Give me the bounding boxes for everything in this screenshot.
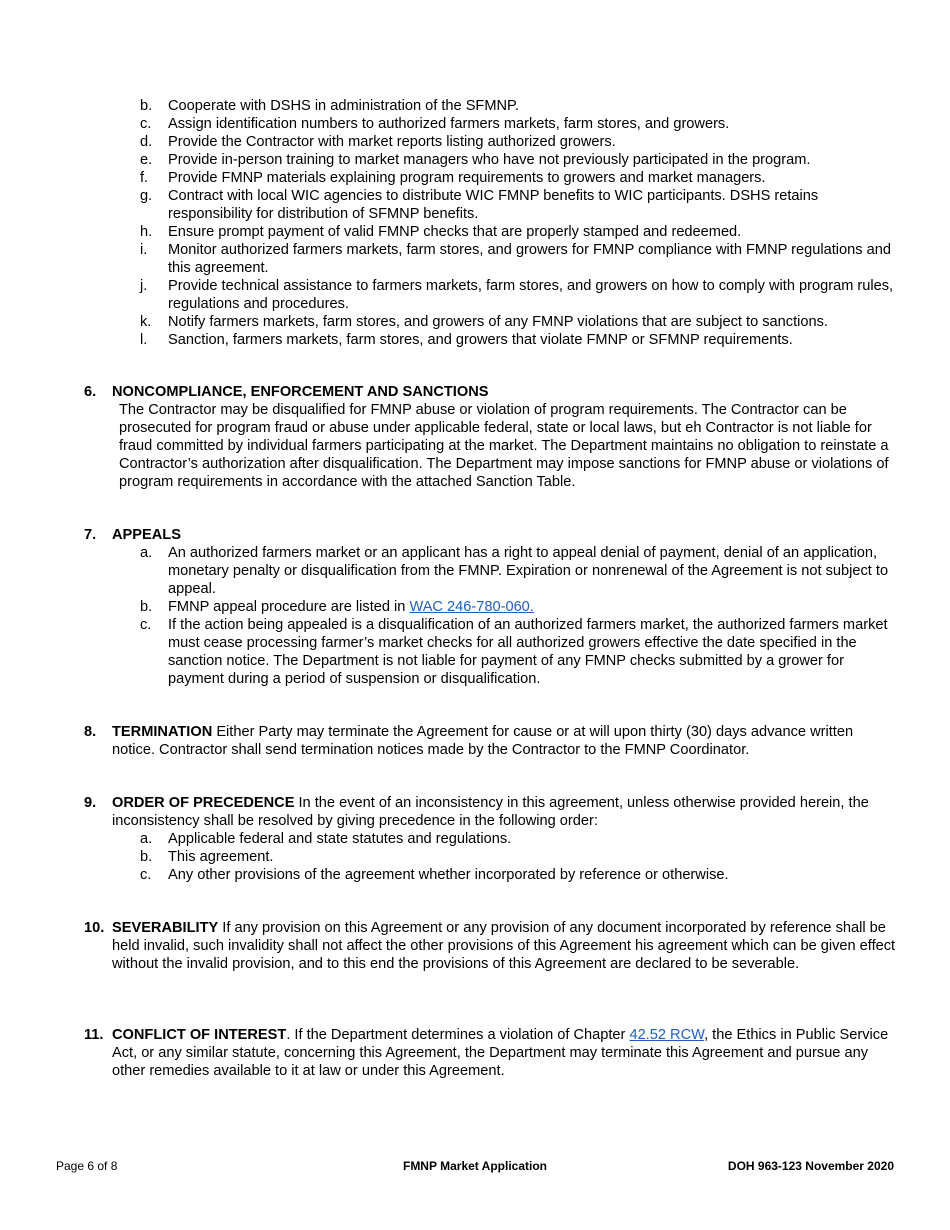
section-heading: NONCOMPLIANCE, ENFORCEMENT AND SANCTIONS — [112, 384, 489, 400]
section-6 — [84, 383, 900, 491]
section-heading: APPEALS — [112, 527, 181, 543]
section-text: Either Party may terminate the Agreement for cause or at will upon thirty (30) days advance written notice. Contractor shall send termination notices made by the Contractor to the FMNP Coordinator. — [112, 724, 854, 758]
list-marker: d. — [140, 134, 153, 150]
section-number: 10. — [84, 920, 105, 936]
list-item — [0, 169, 950, 187]
list-marker: b. — [140, 599, 153, 615]
list-item-text: An authorized farmers market or an applicant has a right to appeal denial of payment, denial of an application, monetary penalty or disqualification from the FMNP. Expiration or nonrenewal of the Agreement is not subject to appeal. — [168, 545, 889, 597]
list-item — [0, 151, 950, 169]
section-heading: CONFLICT OF INTEREST — [112, 1027, 287, 1043]
page-footer — [56, 1158, 894, 1174]
list-item — [0, 544, 950, 598]
list-item-text: Cooperate with DSHS in administration of the SFMNP. — [168, 98, 519, 114]
list-item-text: Any other provisions of the agreement whether incorporated by reference or otherwise. — [168, 867, 729, 883]
list-item — [0, 830, 950, 848]
list-item — [0, 313, 950, 331]
section-heading: TERMINATION — [112, 724, 213, 740]
section-9 — [0, 794, 950, 884]
section-number: 11. — [84, 1027, 104, 1043]
section-number: 6. — [84, 384, 97, 400]
list-item-text: Ensure prompt payment of valid FMNP checks that are properly stamped and redeemed. — [168, 224, 742, 240]
section-text: , the Ethics in Public Service Act, or any similar statute, concerning this Agreement, the Department may terminate this Agreement and pursue any other remedies available to it at law or under this Agreement. — [112, 1027, 889, 1079]
list-item — [0, 187, 950, 223]
section-heading: ORDER OF PRECEDENCE — [112, 795, 295, 811]
list-item — [0, 598, 950, 616]
list-item — [0, 277, 950, 313]
list-marker: j. — [140, 278, 148, 294]
list-item — [0, 616, 950, 688]
rcw-link[interactable]: 42.52 RCW — [629, 1027, 705, 1043]
list-item-text: Provide technical assistance to farmers markets, farm stores, and growers on how to comply with program rules, regulations and procedures. — [168, 278, 894, 312]
list-marker: f. — [140, 170, 149, 186]
list-item-text: Provide the Contractor with market reports listing authorized growers. — [168, 134, 616, 150]
list-marker: b. — [140, 849, 153, 865]
list-marker: c. — [140, 116, 152, 132]
list-item-text: FMNP appeal procedure are listed in — [168, 599, 410, 615]
list-item — [0, 866, 950, 884]
list-item-text: Sanction, farmers markets, farm stores, and growers that violate FMNP or SFMNP requirements. — [168, 332, 793, 348]
list-marker: a. — [140, 831, 153, 847]
section-text: . If the Department determines a violation of Chapter — [286, 1027, 630, 1043]
wac-link[interactable]: WAC 246-780-060. — [409, 599, 534, 615]
page-number: Page 6 of 8 — [56, 1159, 118, 1173]
list-item-text: Provide FMNP materials explaining program requirements to growers and market managers. — [168, 170, 766, 186]
list-marker: k. — [140, 314, 152, 330]
list-item — [0, 331, 950, 349]
list-item-text: This agreement. — [168, 849, 274, 865]
section-text: In the event of an inconsistency in this agreement, unless otherwise provided herein, the inconsistency shall be resolved by giving precedence in the following order: — [112, 795, 869, 829]
precedence-list — [0, 830, 950, 884]
list-item — [0, 97, 950, 115]
list-item — [0, 241, 950, 277]
list-marker: c. — [140, 867, 152, 883]
list-item-text: Applicable federal and state statutes and regulations. — [168, 831, 512, 847]
list-item-text: Monitor authorized farmers markets, farm stores, and growers for FMNP compliance with FMNP regulations and this agreement. — [168, 242, 891, 276]
list-marker: c. — [140, 617, 152, 633]
section-8 — [84, 723, 900, 759]
list-item-text: If the action being appealed is a disqualification of an authorized farmers market, the authorized farmers market must cease processing farmer’s market checks for all authorized growers effective the date specified in the sanction notice. The Department is not liable for payment of any FMNP checks submitted by a grower for payment during a period of suspension or disqualification. — [168, 617, 888, 687]
section-10 — [84, 919, 900, 973]
list-item-text: Notify farmers markets, farm stores, and growers of any FMNP violations that are subject to sanctions. — [168, 314, 828, 330]
document-title: FMNP Market Application — [402, 1159, 548, 1173]
section-heading: SEVERABILITY — [112, 920, 219, 936]
list-marker: h. — [140, 224, 153, 240]
list-item-text: Provide in-person training to market managers who have not previously participated in the program. — [168, 152, 811, 168]
section-7 — [0, 526, 950, 688]
list-item — [0, 848, 950, 866]
list-marker: a. — [140, 545, 153, 561]
section-text: If any provision on this Agreement or any provision of any document incorporated by reference shall be held invalid, such invalidity shall not affect the other provisions of this Agreement his agreement which can be given effect without the invalid provision, and to this end the provisions of this Agreement are declared to be severable. — [112, 920, 896, 972]
section-11 — [84, 1026, 900, 1080]
appeals-list — [0, 544, 950, 688]
list-item — [0, 133, 950, 151]
list-marker: g. — [140, 188, 153, 204]
section-number: 9. — [84, 795, 97, 811]
section-number: 7. — [84, 527, 97, 543]
list-item-text: Contract with local WIC agencies to distribute WIC FMNP benefits to WIC participants. DSHS retains responsibility for distribution of SFMNP benefits. — [168, 188, 819, 222]
form-number: DOH 963-123 November 2020 — [727, 1159, 894, 1173]
section-number: 8. — [84, 724, 97, 740]
list-marker: i. — [140, 242, 148, 258]
responsibilities-list — [0, 97, 950, 349]
section-paragraph: The Contractor may be disqualified for FMNP abuse or violation of program requirements. The Contractor can be prosecuted for program fraud or abuse under applicable federal, state or local laws, but eh Contractor is not liable for fraud committed by individual farmers participating at the market. The Department maintains no obligation to reinstate a Contractor’s authorization after disqualification. The Department may impose sanctions for FMNP abuse or violations of program requirements in accordance with the attached Sanction Table. — [119, 402, 889, 490]
list-marker: e. — [140, 152, 153, 168]
list-marker: b. — [140, 98, 153, 114]
list-item-text: Assign identification numbers to authorized farmers markets, farm stores, and growers. — [168, 116, 730, 132]
list-item — [0, 115, 950, 133]
list-item — [0, 223, 950, 241]
list-marker: l. — [140, 332, 148, 348]
